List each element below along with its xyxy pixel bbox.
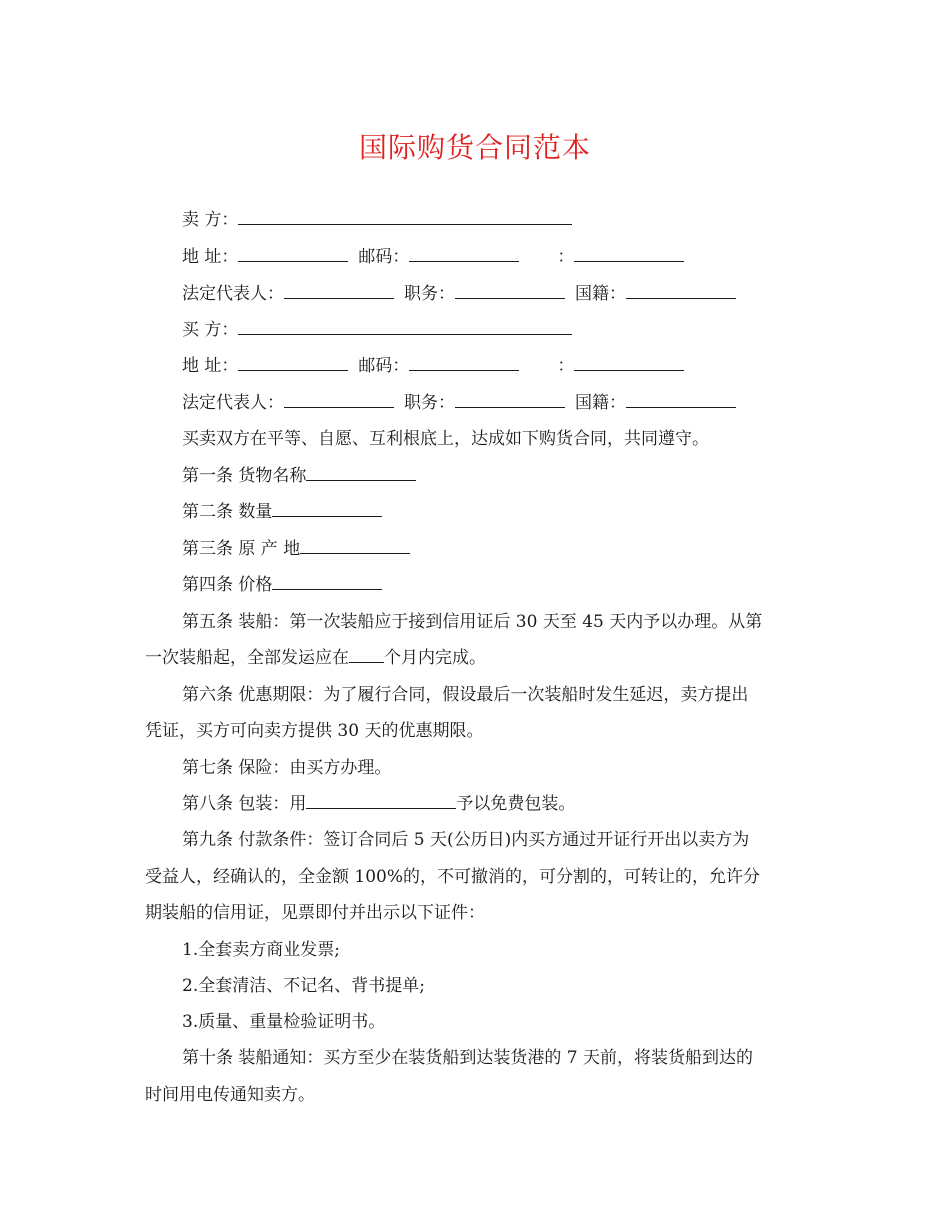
buyer-rep-blank — [284, 393, 394, 408]
article-5-pre: 一次装船起，全部发运应在 — [145, 648, 349, 668]
buyer-line — [145, 320, 815, 340]
buyer-address-label: 地 址： — [182, 356, 239, 376]
document-item-1: 1.全套卖方商业发票; — [182, 940, 340, 960]
buyer-postcode-blank — [409, 356, 519, 371]
buyer-other-label: ： — [557, 356, 575, 376]
article-5-post: 个月内完成。 — [384, 648, 486, 668]
document-item-3: 3.质量、重量检验证明书。 — [182, 1012, 386, 1032]
article-4-text: 第四条 价格 — [182, 575, 273, 595]
article-5-line-1: 第五条 装船：第一次装船应于接到信用证后 30 天至 45 天内予以办理。从第 — [182, 612, 763, 632]
intro-paragraph: 买卖双方在平等、自愿、互利根底上，达成如下购货合同，共同遵守。 — [182, 429, 709, 449]
seller-rep-label: 法定代表人： — [182, 284, 284, 304]
buyer-position-label: 职务： — [404, 393, 455, 413]
article-8-post: 予以免费包装。 — [456, 794, 576, 814]
buyer-other-blank — [574, 356, 684, 371]
seller-nationality-blank — [626, 284, 736, 299]
buyer-address-line — [145, 356, 815, 376]
seller-position-label: 职务： — [404, 284, 455, 304]
article-4 — [145, 575, 815, 595]
buyer-label: 买 方： — [182, 320, 239, 340]
article-5-line-2 — [145, 648, 815, 668]
article-9-line-3: 期装船的信用证，见票即付并出示以下证件： — [145, 903, 485, 923]
article-9-line-2: 受益人，经确认的，全金额 100%的，不可撤消的，可分割的，可转让的，允许分 — [145, 867, 761, 887]
seller-address-blank — [238, 247, 348, 262]
document-item-2: 2.全套清洁、不记名、背书提单; — [182, 976, 425, 996]
article-10-line-2: 时间用电传通知卖方。 — [145, 1085, 315, 1105]
seller-address-line — [145, 247, 815, 267]
seller-other-blank — [574, 247, 684, 262]
article-1 — [145, 466, 815, 486]
buyer-rep-label: 法定代表人： — [182, 393, 284, 413]
article-8-pre: 第八条 包装：用 — [182, 794, 307, 814]
article-1-blank — [306, 466, 416, 481]
seller-rep-blank — [284, 284, 394, 299]
article-2-text: 第二条 数量 — [182, 502, 273, 522]
buyer-rep-line — [145, 393, 815, 413]
buyer-blank — [238, 320, 572, 335]
seller-other-label: ： — [557, 247, 575, 267]
article-3-text: 第三条 原 产 地 — [182, 539, 301, 559]
article-5-blank — [349, 648, 384, 663]
article-9-line-1: 第九条 付款条件：签订合同后 5 天(公历日)内买方通过开证行开出以卖方为 — [182, 830, 750, 850]
buyer-position-blank — [455, 393, 565, 408]
seller-address-label: 地 址： — [182, 247, 239, 267]
article-6-line-1: 第六条 优惠期限：为了履行合同，假设最后一次装船时发生延迟，卖方提出 — [182, 685, 749, 705]
seller-postcode-label: 邮码： — [358, 247, 410, 267]
article-8-blank — [306, 794, 456, 809]
buyer-nationality-blank — [626, 393, 736, 408]
article-4-blank — [272, 575, 382, 590]
article-6-line-2: 凭证，买方可向卖方提供 30 天的优惠期限。 — [145, 721, 484, 741]
article-7: 第七条 保险：由买方办理。 — [182, 758, 392, 778]
seller-nationality-label: 国籍： — [575, 284, 626, 304]
seller-position-blank — [455, 284, 565, 299]
seller-postcode-blank — [409, 247, 519, 262]
seller-line — [145, 210, 815, 230]
article-3 — [145, 539, 815, 559]
article-3-blank — [300, 539, 410, 554]
seller-blank — [238, 210, 572, 225]
seller-rep-line — [145, 284, 815, 304]
article-2 — [145, 502, 815, 522]
buyer-nationality-label: 国籍： — [575, 393, 626, 413]
buyer-postcode-label: 邮码： — [358, 356, 410, 376]
document-title: 国际购货合同范本 — [358, 131, 591, 164]
article-1-text: 第一条 货物名称 — [182, 466, 307, 486]
buyer-address-blank — [238, 356, 348, 371]
article-2-blank — [272, 502, 382, 517]
article-10-line-1: 第十条 装船通知：买方至少在装货船到达装货港的 7 天前，将装货船到达的 — [182, 1048, 754, 1068]
article-8 — [145, 794, 815, 814]
seller-label: 卖 方： — [182, 210, 239, 230]
